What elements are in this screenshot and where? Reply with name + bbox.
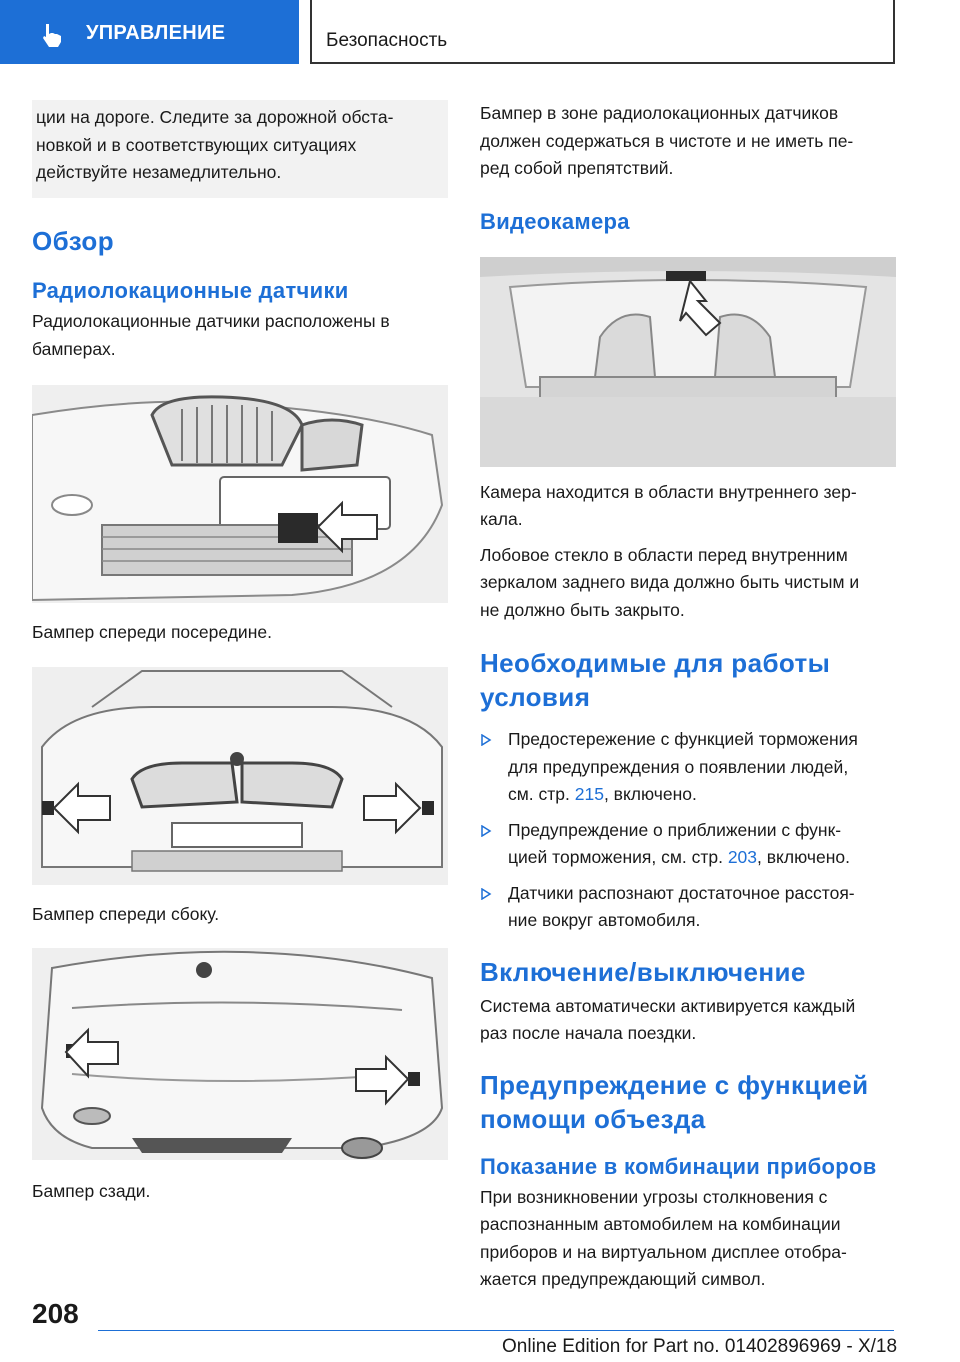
note-line: ции на дороге. Следите за дорожной обста-: [36, 107, 394, 127]
heading-on-off: Включение/выключение: [480, 956, 806, 987]
heading-conditions: условия: [480, 682, 591, 712]
sensors-text: Радиолокационные датчики расположены в: [32, 311, 390, 331]
list-item-text: Предостережение с функцией торможения: [508, 729, 858, 749]
heading-radar-sensors: Радиолокационные датчики: [32, 278, 349, 303]
caption-rear: Бампер сзади.: [32, 1181, 151, 1201]
list-item-text: Предупреждение о приближении с функ-: [508, 819, 842, 840]
camera-text: Камера находится в области внутреннего зер-: [480, 481, 857, 502]
warning-note-box: [32, 100, 448, 198]
chapter-title: УПРАВЛЕНИЕ: [86, 22, 226, 44]
chapter-tab[interactable]: [0, 0, 299, 64]
section-title: Безопасность: [326, 30, 448, 51]
left-column: [32, 100, 448, 1206]
windshield-text: зеркалом заднего вида должно быть чистым и: [480, 572, 860, 592]
bumper-clean-text: ред собой препятствий.: [480, 158, 674, 178]
bumper-clean-text: должен содержаться в чистоте и не иметь пе-: [480, 130, 854, 151]
front-bumper-side-illustration: [32, 667, 448, 885]
windshield-text: Лобовое стекло в области перед внутренним: [480, 544, 848, 565]
footer-edition: Online Edition for Part no. 01402896969 - X/18: [502, 1336, 898, 1357]
windshield-text: не должно быть закрыто.: [480, 599, 685, 620]
figure-rear-bumper: [32, 948, 448, 1160]
heading-overview: Обзор: [32, 226, 114, 256]
heading-camera: Видеокамера: [480, 208, 630, 234]
heading-display: Показание в комбинации приборов: [480, 1153, 877, 1179]
list-item-text: для предупреждения о появлении людей,: [508, 756, 849, 777]
caption-front-middle: Бампер спереди посередине.: [32, 622, 272, 642]
bullet-triangle-icon: [480, 888, 492, 900]
camera-text: кала.: [480, 509, 523, 529]
figure-camera: [480, 257, 896, 467]
note-line: действуйте незамедлительно.: [36, 162, 282, 182]
display-text: жается предупреждающий символ.: [480, 1269, 766, 1289]
camera-interior-illustration: [480, 257, 896, 467]
bullet-triangle-icon: [480, 825, 492, 837]
conditions-list: [480, 726, 896, 935]
header-divider: [310, 0, 312, 64]
list-item-text: см. стр. 215, включено.: [508, 784, 697, 804]
on-off-text: Система автоматически активируется каждый: [480, 995, 856, 1016]
caption-front-side: Бампер спереди сбоку.: [32, 903, 220, 924]
header-divider-right: [893, 0, 895, 64]
bullet-triangle-icon: [480, 734, 492, 746]
list-item-text: Датчики распознают достаточное расстоя-: [508, 882, 855, 903]
heading-conditions: Необходимые для работы: [480, 648, 831, 678]
heading-warning: помощи объезда: [480, 1103, 706, 1134]
display-text: приборов и на виртуальном дисплее отобра-: [480, 1241, 847, 1262]
display-text: При возникновении угрозы столкновения с: [480, 1186, 828, 1207]
right-column: [480, 100, 896, 1294]
list-item-text: ние вокруг автомобиля.: [508, 910, 701, 930]
display-text: распознанным автомобилем на комбинации: [480, 1214, 841, 1234]
page-link-203[interactable]: 203: [727, 847, 758, 867]
header-underline: [310, 62, 895, 64]
list-item: [480, 817, 896, 872]
pointing-hand-icon: [40, 22, 66, 48]
list-item-text: цией торможения, см. стр. 203, включено.: [508, 847, 850, 867]
on-off-text: раз после начала поездки.: [480, 1023, 697, 1043]
list-item: [480, 726, 896, 809]
list-item: [480, 880, 896, 935]
heading-warning: Предупреждение с функцией: [480, 1069, 869, 1100]
page-number: 208: [32, 1298, 79, 1329]
bumper-clean-text: Бампер в зоне радиолокационных датчиков: [480, 103, 839, 123]
page-link-215[interactable]: 215: [574, 784, 604, 804]
rear-bumper-illustration: [32, 948, 448, 1160]
footer-divider: [98, 1330, 894, 1331]
sensors-text: бамперах.: [32, 338, 116, 359]
figure-front-bumper-side: [32, 667, 448, 885]
front-bumper-middle-illustration: [32, 385, 448, 603]
note-line: новкой и в соответствующих ситуациях: [36, 134, 357, 155]
figure-front-bumper-middle: [32, 385, 448, 603]
